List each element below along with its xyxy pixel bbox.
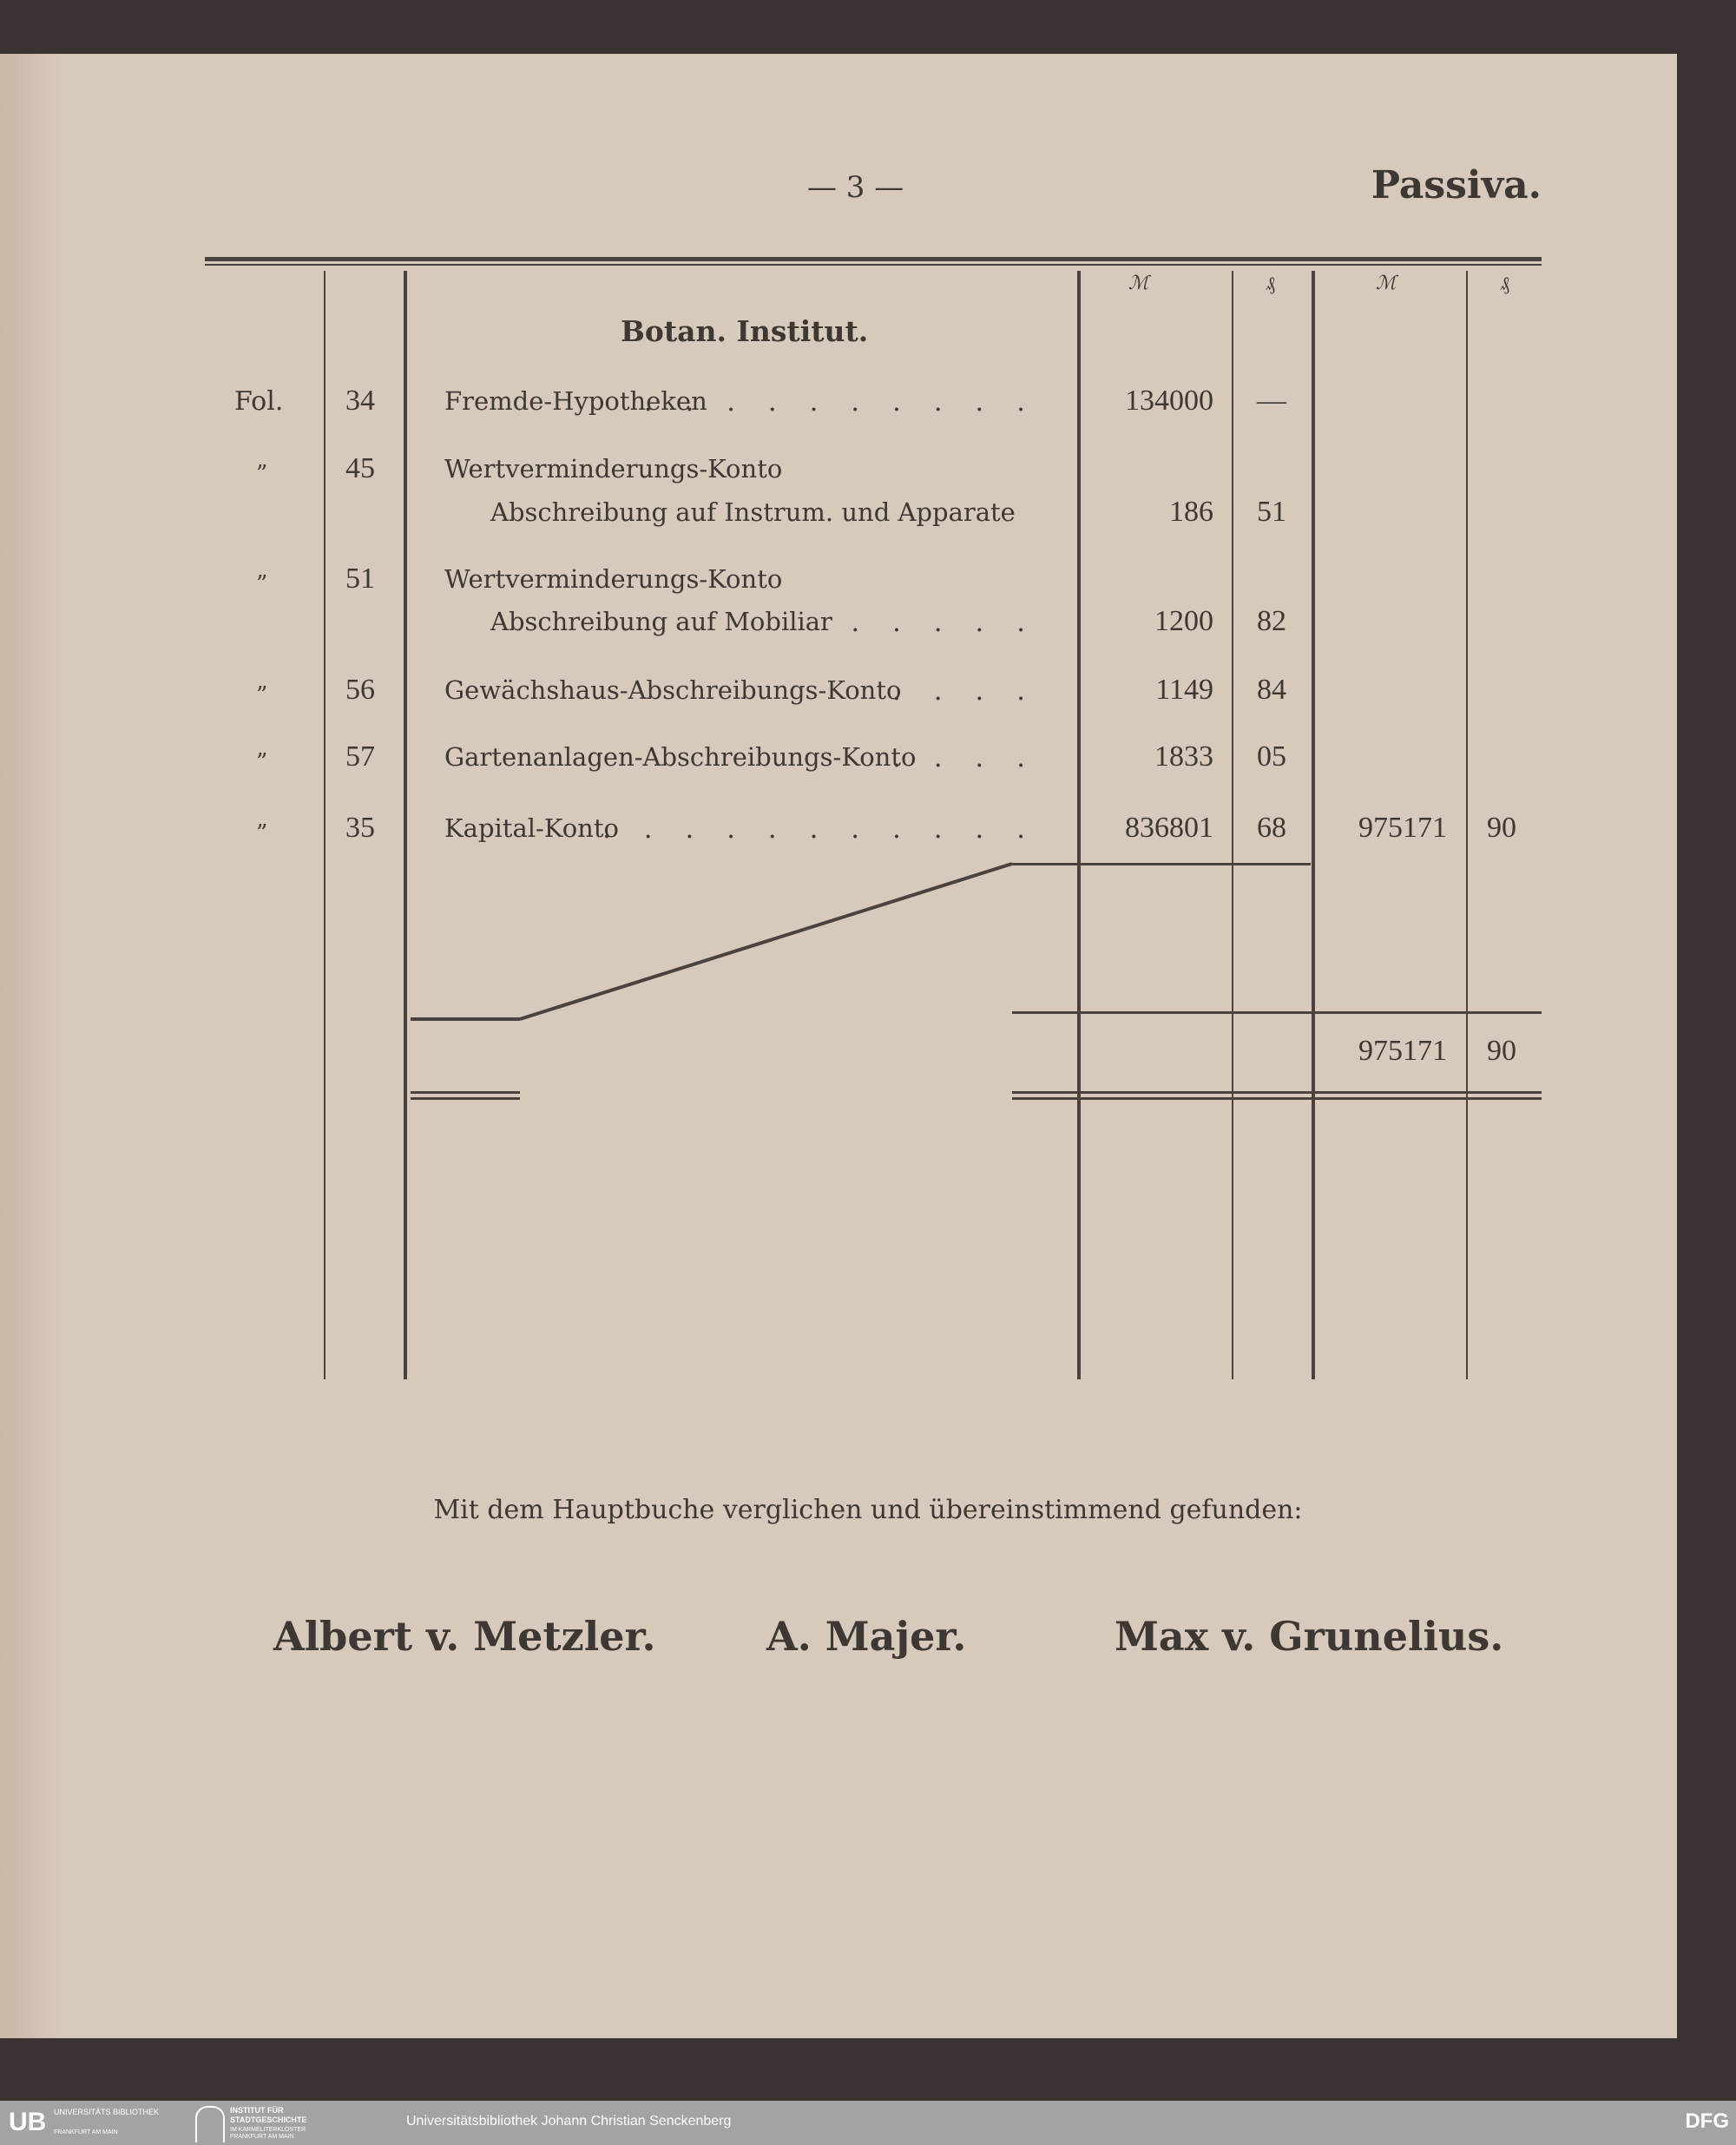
footer-bar [0, 2101, 1736, 2145]
amount-mark: 134000 [1125, 385, 1213, 417]
amount-mark: 1200 [1154, 605, 1213, 637]
folio-number: 34 [345, 385, 375, 417]
folio-number: 56 [345, 674, 375, 706]
isg-logo-icon [195, 2106, 225, 2142]
folio-number: 51 [345, 563, 375, 595]
leader-dots: . . . . . . . . . . [643, 386, 1037, 418]
account-name: Gewächshaus-Abschreibungs-Konto [444, 675, 902, 705]
leader-dots: . . . . [892, 675, 1037, 707]
verification-note: Mit dem Hauptbuche verglichen und übereinstimmend gefunden: [433, 1495, 1303, 1525]
folio-label: ” [256, 820, 268, 846]
folio-number: 35 [345, 812, 375, 844]
folio-label: ” [256, 749, 268, 775]
folio-number: 45 [345, 452, 375, 484]
page-number: — 3 — [807, 170, 904, 205]
mark-header: ℳ [1128, 273, 1149, 294]
amount-mark: 1149 [1155, 674, 1213, 706]
folio-label: ” [256, 461, 268, 487]
ub-logo-text: UNIVERSITÄTS BIBLIOTHEK [54, 2108, 160, 2116]
grand-total-mark: 975171 [1358, 1035, 1447, 1067]
folio-number: 57 [345, 740, 375, 773]
account-name: Gartenanlagen-Abschreibungs-Konto [444, 742, 917, 772]
leader-dots: . . . . [892, 742, 1037, 773]
folio-label: ” [256, 571, 268, 597]
leader-dots: . . . . . [851, 607, 1037, 638]
amount-pfennig: — [1257, 385, 1286, 417]
folio-label: Fol. [234, 386, 284, 417]
account-detail: Abschreibung auf Instrum. und Apparate [490, 497, 1016, 527]
amount-pfennig: 05 [1257, 740, 1286, 773]
ub-logo: UB [9, 2108, 47, 2136]
account-name: Kapital-Konto [444, 813, 619, 843]
amount-pfennig: 68 [1257, 812, 1286, 844]
amount-mark: 1833 [1154, 740, 1213, 773]
account-detail: Abschreibung auf Mobiliar [490, 607, 832, 636]
signature: A. Majer. [766, 1613, 967, 1660]
page-title: Passiva. [1371, 163, 1542, 207]
leader-dots: . . . . . . . . . . . [602, 813, 1037, 845]
total-pfennig: 90 [1487, 812, 1516, 844]
total-pfennig-header: ₰ [1500, 273, 1509, 295]
ub-logo-city: FRANKFURT AM MAIN [54, 2129, 118, 2135]
amount-pfennig: 51 [1257, 496, 1286, 528]
amount-mark: 836801 [1125, 812, 1213, 844]
total-mark: 975171 [1358, 812, 1447, 844]
amount-pfennig: 84 [1257, 674, 1286, 706]
isg-logo-text: INSTITUT FÜR STADTGESCHICHTE [230, 2106, 307, 2124]
pfennig-header: ₰ [1266, 273, 1275, 295]
amount-pfennig: 82 [1257, 605, 1286, 637]
isg-logo-sub: IM KARMELITERKLOSTER FRANKFURT AM MAIN [230, 2127, 306, 2140]
total-mark-header: ℳ [1376, 273, 1397, 294]
folio-label: ” [256, 682, 268, 708]
signature: Albert v. Metzler. [273, 1613, 656, 1660]
account-name: Wertverminderungs-Konto [444, 454, 783, 484]
library-name: Universitätsbibliothek Johann Christian Senckenberg [406, 2114, 732, 2129]
account-name: Fremde-Hypotheken [444, 386, 707, 416]
section-title: Botan. Institut. [621, 314, 869, 348]
dfg-logo: DFG [1685, 2109, 1729, 2133]
account-name: Wertverminderungs-Konto [444, 564, 783, 594]
signature: Max v. Grunelius. [1115, 1613, 1504, 1660]
amount-mark: 186 [1169, 496, 1213, 528]
grand-total-pfennig: 90 [1487, 1035, 1516, 1067]
